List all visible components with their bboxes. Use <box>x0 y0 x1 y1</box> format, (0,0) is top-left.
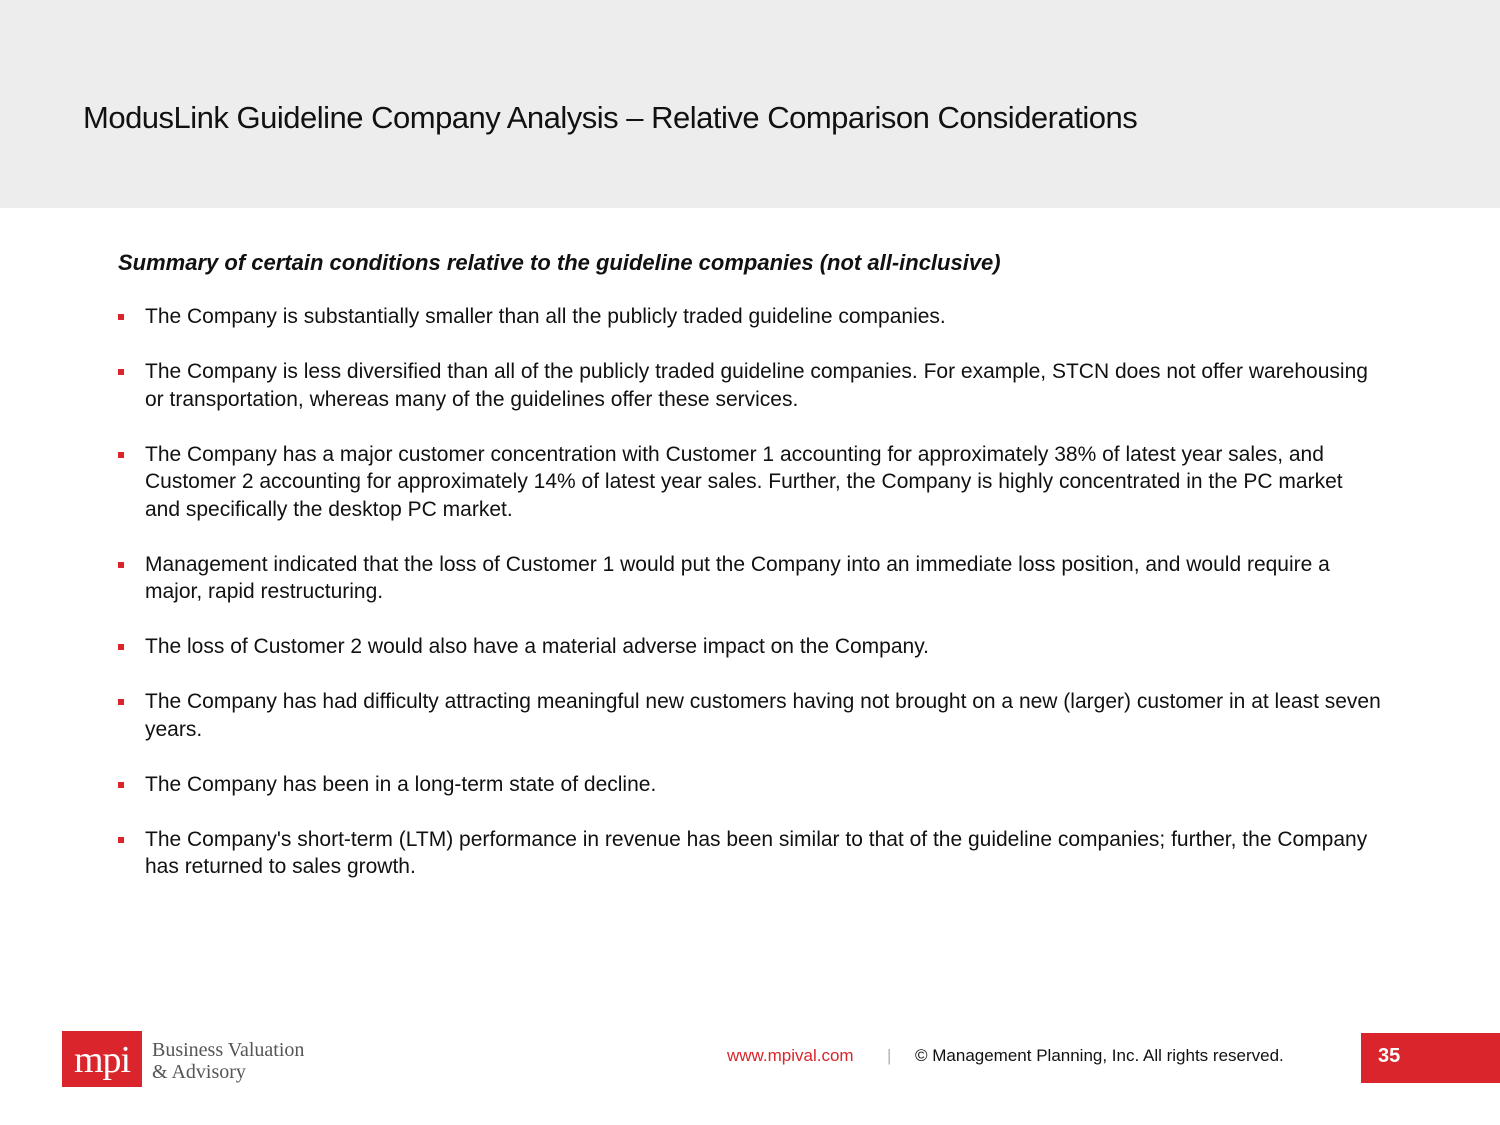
square-bullet-icon <box>118 452 124 458</box>
page-title: ModusLink Guideline Company Analysis – Relative Comparison Considerations <box>83 100 1138 135</box>
page-number: 35 <box>1378 1045 1401 1067</box>
header-band <box>0 0 1500 208</box>
square-bullet-icon <box>118 644 124 650</box>
square-bullet-icon <box>118 314 124 320</box>
bullet-text: The Company has a major customer concentration with Customer 1 accounting for approximately 38% of latest year sales, and Customer 2 accounting for approximately 14% of latest year sales. Further, the Company is highly concentrated in the PC market and specifically the desktop PC market. <box>145 442 1343 521</box>
bullet-item <box>118 303 1383 331</box>
tagline-line-1: Business Valuation <box>152 1039 305 1061</box>
bullet-text: The loss of Customer 2 would also have a material adverse impact on the Company. <box>145 635 929 658</box>
tagline-line-2: & Advisory <box>152 1061 246 1083</box>
square-bullet-icon <box>118 699 124 705</box>
logo-text: mpi <box>73 1039 131 1081</box>
footer-url-link[interactable]: www.mpival.com <box>727 1046 854 1065</box>
bullet-item <box>118 441 1383 524</box>
bullet-item <box>118 358 1383 413</box>
bullet-text: The Company is less diversified than all of the publicly traded guideline companies. For example, STCN does not offer warehousing or transportation, whereas many of the guidelines offer these services. <box>145 360 1368 411</box>
bullet-text: The Company has been in a long-term state of decline. <box>145 772 657 796</box>
bullet-item <box>118 771 1383 799</box>
bullet-item <box>118 633 1383 661</box>
mpi-logo <box>62 1031 142 1087</box>
bullet-item <box>118 688 1383 743</box>
company-tagline <box>152 1039 304 1083</box>
bullet-text: The Company's short-term (LTM) performance in revenue has been similar to that of the guideline companies; further, the Company has returned to sales growth. <box>145 827 1368 878</box>
square-bullet-icon <box>118 562 124 568</box>
bullet-list <box>118 303 1383 908</box>
bullet-text: The Company is substantially smaller than all the publicly traded guideline companies. <box>145 305 946 328</box>
square-bullet-icon <box>118 369 124 375</box>
square-bullet-icon <box>118 782 124 788</box>
section-subheading: Summary of certain conditions relative to the guideline companies (not all-inclusive) <box>118 250 1001 275</box>
page-number-box <box>1361 1033 1500 1083</box>
footer-copyright: © Management Planning, Inc. All rights reserved. <box>915 1046 1284 1065</box>
bullet-item <box>118 826 1383 881</box>
bullet-item <box>118 551 1383 606</box>
bullet-text: The Company has had difficulty attracting meaningful new customers having not brought on a new (larger) customer in at least seven years. <box>145 690 1381 741</box>
footer-separator: | <box>887 1046 892 1065</box>
square-bullet-icon <box>118 837 124 843</box>
bullet-text: Management indicated that the loss of Customer 1 would put the Company into an immediate loss position, and would require a major, rapid restructuring. <box>145 552 1330 603</box>
